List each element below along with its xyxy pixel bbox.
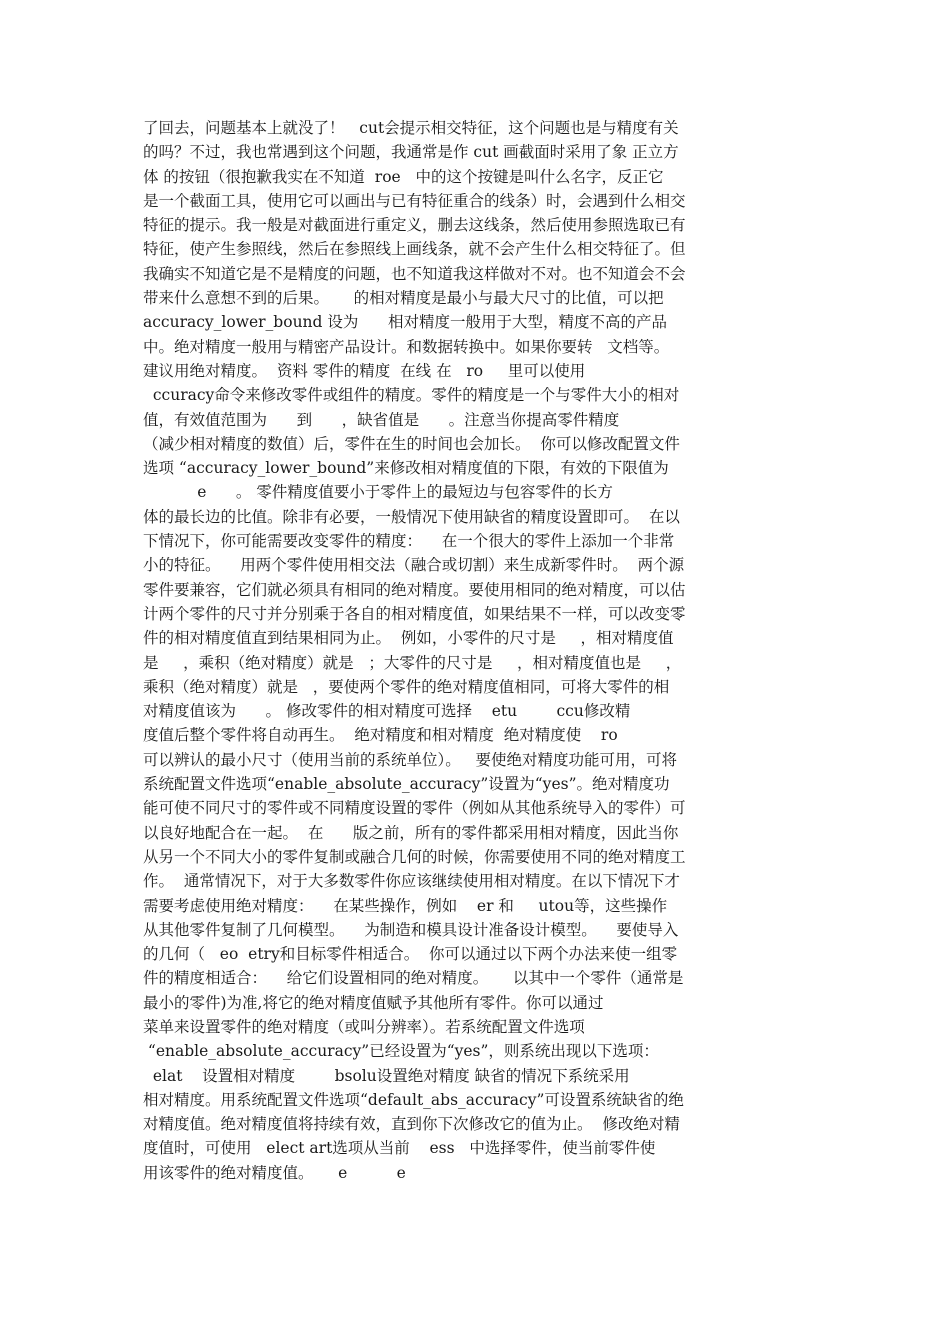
text-line: elat 设置相对精度 bsolu设置绝对精度 缺省的情况下系统采用 [143,1066,630,1085]
text-line: 用该零件的绝对精度值。 e e [143,1163,406,1182]
text-line: 选项 “accuracy_lower_bound”来修改相对精度值的下限，有效的下限值为 [143,459,669,478]
text-line: 件的相对精度值直到结果相同为止。 例如，小零件的尺寸是 ，相对精度值 [143,629,674,648]
text-line: 我确实不知道它是不是精度的问题，也不知道我这样做对不对。也不知道会不会 [143,264,686,283]
body-text [143,116,808,1185]
text-line: 建议用绝对精度。 资料 零件的精度 在线 在 ro 里可以使用 [143,361,586,380]
text-line: 度值时，可使用 elect art选项从当前 ess 中选择零件，使当前零件使 [143,1139,656,1158]
text-line: 特征的提示。我一般是对截面进行重定义，删去这线条，然后使用参照选取已有 [143,216,686,235]
text-line: 最小的零件)为准,将它的绝对精度值赋予其他所有零件。你可以通过 [143,993,604,1012]
text-line: e 。 零件精度值要小于零件上的最短边与包容零件的长方 [143,483,613,502]
text-line: 中。绝对精度一般用与精密产品设计。和数据转换中。如果你要转 文档等。 [143,337,670,356]
text-line: 体的最长边的比值。除非有必要，一般情况下使用缺省的精度设置即可。 在以 [143,507,680,526]
text-line: 从其他零件复制了几何模型。 为制造和模具设计准备设计模型。 要使导入 [143,920,679,939]
text-line: 小的特征。 用两个零件使用相交法（融合或切割）来生成新零件时。 两个源 [143,556,685,575]
text-line: 是 ，乘积（绝对精度）就是 ；大零件的尺寸是 ，相对精度值也是 ， [143,653,682,672]
text-line: accuracy_lower_bound 设为 相对精度一般用于大型，精度不高的产品 [143,313,667,332]
text-line: 下情况下，你可能需要改变零件的精度： 在一个很大的零件上添加一个非常 [143,532,675,551]
text-line: 对精度值该为 。 修改零件的相对精度可选择 etu ccu修改精 [143,702,631,721]
text-line: 系统配置文件选项“enable_absolute_accuracy”设置为“yes”。绝对精度功 [143,775,670,794]
text-line: 需要考虑使用绝对精度： 在某些操作，例如 er 和 utou等，这些操作 [143,896,668,915]
text-line: 计两个零件的尺寸并分别乘于各自的相对精度值，如果结果不一样，可以改变零 [143,604,686,623]
text-line: （减少相对精度的数值）后，零件在生的时间也会加长。 你可以修改配置文件 [143,434,680,453]
text-line: 乘积（绝对精度）就是 ，要使两个零件的绝对精度值相同，可将大零件的相 [143,677,670,696]
text-line: 了回去，问题基本上就没了！ cut会提示相交特征，这个问题也是与精度有关 [143,119,679,137]
text-line: 的几何（ eo etry和目标零件相适合。 你可以通过以下两个办法来使一组零 [143,945,678,964]
text-line: 体 的按钮（很抱歉我实在不知道 roe 中的这个按键是叫什么名字，反正它 [143,167,664,186]
text-line: 对精度值。绝对精度值将持续有效，直到你下次修改它的值为止。 修改绝对精 [143,1115,680,1134]
text-line: 作。 通常情况下，对于大多数零件你应该继续使用相对精度。在以下情况下才 [143,872,680,891]
text-line: 零件要兼容，它们就必须具有相同的绝对精度。要使用相同的绝对精度，可以估 [143,580,686,599]
text-line: “enable_absolute_accuracy”已经设置为“yes”，则系统出现以下选项： [143,1042,659,1061]
text-line: 可以辨认的最小尺寸（使用当前的系统单位）。 要使绝对精度功能可用，可将 [143,750,678,769]
text-line: 带来什么意想不到的后果。 的相对精度是最小与最大尺寸的比值，可以把 [143,289,664,308]
text-line: 的吗？不过，我也常遇到这个问题，我通常是作 cut 画截面时采用了象 正立方 [143,143,679,162]
text-line: 能可使不同尺寸的零件或不同精度设置的零件（例如从其他系统导入的零件）可 [143,799,686,818]
text-line: 值，有效值范围为 到 ，缺省值是 。注意当你提高零件精度 [143,410,620,429]
text-line: 以良好地配合在一起。 在 版之前，所有的零件都采用相对精度，因此当你 [143,823,679,842]
text-line: 特征，使产生参照线，然后在参照线上画线条，就不会产生什么相交特征了。但 [143,240,686,259]
text-line: 从另一个不同大小的零件复制或融合几何的时候，你需要使用不同的绝对精度工 [143,847,686,866]
text-line: 是一个截面工具，使用它可以画出与已有特征重合的线条）时，会遇到什么相交 [143,191,686,210]
text-line: 件的精度相适合： 给它们设置相同的绝对精度。 以其中一个零件（通常是 [143,969,684,988]
text-line: 菜单来设置零件的绝对精度（或叫分辨率）。若系统配置文件选项 [143,1017,585,1036]
text-line: ccuracy命令来修改零件或组件的精度。零件的精度是一个与零件大小的相对 [143,386,680,405]
text-line: 度值后整个零件将自动再生。 绝对精度和相对精度 绝对精度使 ro [143,726,618,745]
text-line: 相对精度。用系统配置文件选项“default_abs_accuracy”可设置系统缺省的绝 [143,1090,684,1109]
